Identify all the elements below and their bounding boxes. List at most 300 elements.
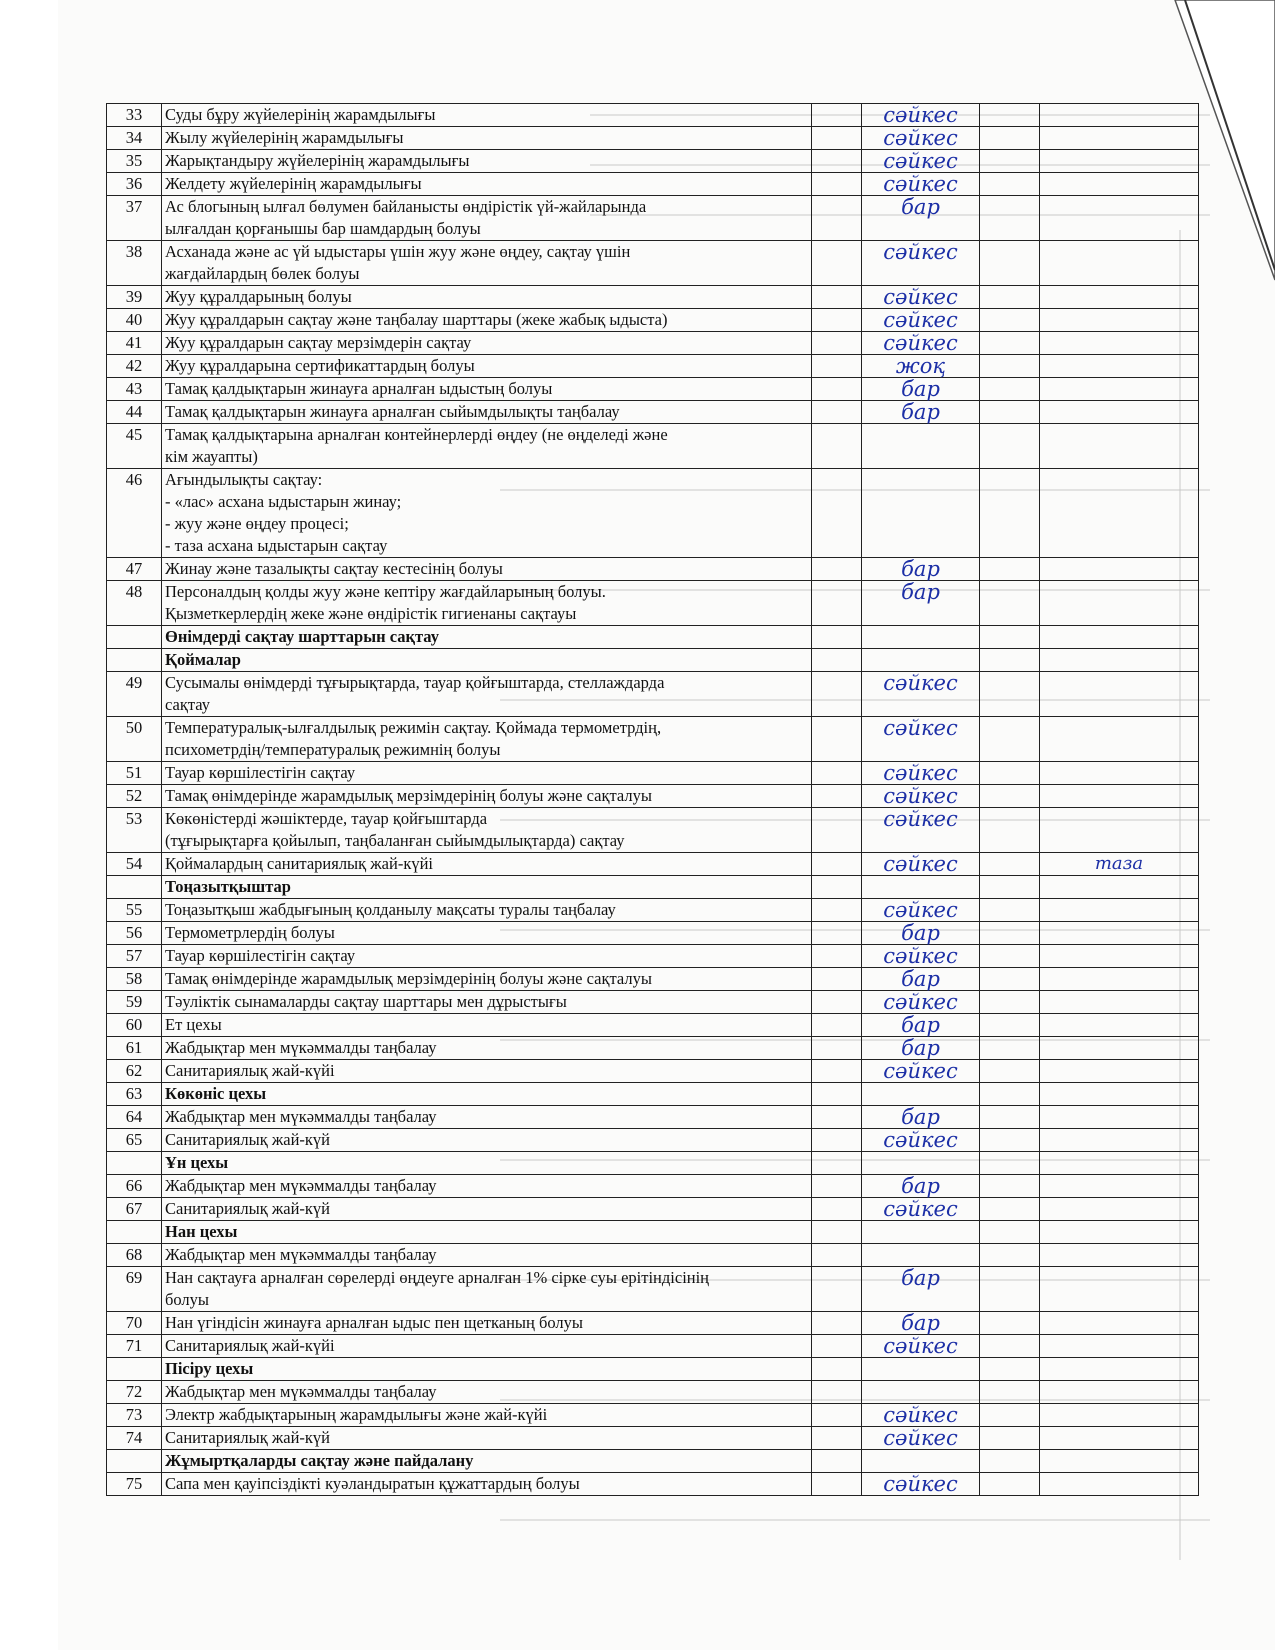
row-number: 57 — [107, 945, 162, 968]
table-row — [107, 401, 1199, 424]
row-number — [107, 1450, 162, 1473]
requirement-text — [162, 945, 812, 968]
requirement-line: Сусымалы өнімдерді тұғырықтарда, тауар қойғыштарда, стеллаждарда — [165, 673, 665, 692]
table-row — [107, 899, 1199, 922]
handwritten-mark: бар — [862, 378, 980, 401]
empty-cell — [980, 1473, 1040, 1496]
requirement-text — [162, 853, 812, 876]
empty-cell — [812, 1175, 862, 1198]
table-row — [107, 1381, 1199, 1404]
requirement-text — [162, 309, 812, 332]
row-number: 66 — [107, 1175, 162, 1198]
handwritten-note — [1040, 762, 1199, 785]
row-number: 35 — [107, 150, 162, 173]
requirement-line: Тамақ өнімдерінде жарамдылық мерзімдерінің болуы және сақталуы — [165, 969, 652, 988]
requirement-text — [162, 1473, 812, 1496]
empty-cell — [812, 1381, 862, 1404]
row-number: 47 — [107, 558, 162, 581]
handwritten-mark: сәйкес — [862, 1198, 980, 1221]
requirement-text — [162, 469, 812, 558]
handwritten-note — [1040, 1083, 1199, 1106]
row-number: 41 — [107, 332, 162, 355]
handwritten-note — [1040, 1267, 1199, 1312]
empty-cell — [812, 876, 862, 899]
requirement-text — [162, 785, 812, 808]
empty-cell — [812, 785, 862, 808]
handwritten-mark: бар — [862, 922, 980, 945]
table-row — [107, 332, 1199, 355]
handwritten-mark: сәйкес — [862, 1404, 980, 1427]
row-number: 39 — [107, 286, 162, 309]
row-number: 55 — [107, 899, 162, 922]
handwritten-mark: сәйкес — [862, 104, 980, 127]
requirement-text — [162, 1404, 812, 1427]
requirement-text — [162, 1335, 812, 1358]
empty-cell — [980, 104, 1040, 127]
handwritten-note — [1040, 378, 1199, 401]
empty-cell — [980, 717, 1040, 762]
empty-cell — [812, 1473, 862, 1496]
empty-cell — [980, 1152, 1040, 1175]
handwritten-note — [1040, 127, 1199, 150]
requirement-line: - «лас» асхана ыдыстарын жинау; — [165, 492, 402, 511]
handwritten-note — [1040, 626, 1199, 649]
requirement-line: Жуу құралдарын сақтау және таңбалау шарттары (жеке жабық ыдыста) — [165, 310, 668, 329]
requirement-text — [162, 876, 812, 899]
requirement-line: жағдайлардың бөлек болуы — [165, 264, 360, 283]
row-number: 51 — [107, 762, 162, 785]
empty-cell — [980, 899, 1040, 922]
empty-cell — [980, 286, 1040, 309]
handwritten-note — [1040, 424, 1199, 469]
empty-cell — [812, 1060, 862, 1083]
handwritten-note — [1040, 1037, 1199, 1060]
empty-cell — [812, 558, 862, 581]
requirement-text — [162, 1198, 812, 1221]
empty-cell — [812, 762, 862, 785]
requirement-line: Температуралық-ылғалдылық режимін сақтау. Қоймада термометрдің, — [165, 718, 662, 737]
requirement-text — [162, 1312, 812, 1335]
table-row — [107, 672, 1199, 717]
empty-cell — [812, 1129, 862, 1152]
empty-cell — [812, 309, 862, 332]
requirement-text — [162, 1221, 812, 1244]
empty-cell — [812, 104, 862, 127]
requirement-text — [162, 173, 812, 196]
section-row — [107, 1358, 1199, 1381]
requirement-line: Пісіру цехы — [165, 1359, 254, 1378]
table-row — [107, 1014, 1199, 1037]
requirement-line: Желдету жүйелерінің жарамдылығы — [165, 174, 422, 193]
handwritten-note — [1040, 1381, 1199, 1404]
requirement-line: Санитариялық жай-күйі — [165, 1061, 335, 1080]
table-row — [107, 581, 1199, 626]
table-row — [107, 196, 1199, 241]
table-row — [107, 558, 1199, 581]
empty-cell — [812, 1221, 862, 1244]
requirement-line: Жабдықтар мен мүкәммалды таңбалау — [165, 1176, 437, 1195]
empty-cell — [812, 150, 862, 173]
empty-cell — [980, 876, 1040, 899]
requirement-text — [162, 1129, 812, 1152]
requirement-line: болуы — [165, 1290, 209, 1309]
requirement-line: психометрдің/температуралық режимнің болуы — [165, 740, 501, 759]
checklist-table — [106, 103, 1199, 1496]
handwritten-note: таза — [1040, 853, 1199, 876]
empty-cell — [812, 1037, 862, 1060]
handwritten-mark — [862, 1083, 980, 1106]
table-row — [107, 286, 1199, 309]
handwritten-mark: бар — [862, 1312, 980, 1335]
row-number: 46 — [107, 469, 162, 558]
handwritten-mark: жоқ — [862, 355, 980, 378]
handwritten-mark: сәйкес — [862, 853, 980, 876]
table-row — [107, 309, 1199, 332]
requirement-text — [162, 672, 812, 717]
requirement-line: Санитариялық жай-күй — [165, 1130, 330, 1149]
handwritten-mark: бар — [862, 1106, 980, 1129]
handwritten-mark: бар — [862, 1014, 980, 1037]
row-number: 60 — [107, 1014, 162, 1037]
handwritten-note — [1040, 1106, 1199, 1129]
empty-cell — [980, 762, 1040, 785]
handwritten-note — [1040, 1198, 1199, 1221]
requirement-line: Көкөніс цехы — [165, 1084, 267, 1103]
row-number — [107, 649, 162, 672]
row-number: 43 — [107, 378, 162, 401]
empty-cell — [980, 1221, 1040, 1244]
row-number — [107, 1358, 162, 1381]
requirement-text — [162, 1175, 812, 1198]
requirement-text — [162, 1267, 812, 1312]
handwritten-note — [1040, 196, 1199, 241]
empty-cell — [980, 196, 1040, 241]
empty-cell — [812, 1014, 862, 1037]
empty-cell — [980, 1381, 1040, 1404]
row-number — [107, 876, 162, 899]
table-row — [107, 1060, 1199, 1083]
empty-cell — [980, 1129, 1040, 1152]
empty-cell — [812, 968, 862, 991]
requirement-line: Тамақ қалдықтарын жинауға арналған сыйымдылықты таңбалау — [165, 402, 620, 421]
empty-cell — [812, 286, 862, 309]
handwritten-mark — [862, 1221, 980, 1244]
empty-cell — [980, 558, 1040, 581]
handwritten-note — [1040, 649, 1199, 672]
row-number: 54 — [107, 853, 162, 876]
handwritten-mark: сәйкес — [862, 945, 980, 968]
empty-cell — [812, 1083, 862, 1106]
handwritten-mark — [862, 626, 980, 649]
handwritten-mark: сәйкес — [862, 1335, 980, 1358]
empty-cell — [980, 1060, 1040, 1083]
requirement-text — [162, 1060, 812, 1083]
requirement-text — [162, 808, 812, 853]
table-row — [107, 355, 1199, 378]
requirement-line: Жуу құралдарына сертификаттардың болуы — [165, 356, 475, 375]
requirement-line: Санитариялық жай-күй — [165, 1428, 330, 1447]
requirement-text — [162, 332, 812, 355]
requirement-line: Электр жабдықтарының жарамдылығы және жай-күйі — [165, 1405, 548, 1424]
handwritten-note — [1040, 401, 1199, 424]
empty-cell — [812, 401, 862, 424]
requirement-line: - таза асхана ыдыстарын сақтау — [165, 536, 388, 555]
table-row — [107, 1106, 1199, 1129]
requirement-line: Жабдықтар мен мүкәммалды таңбалау — [165, 1038, 437, 1057]
handwritten-note — [1040, 1060, 1199, 1083]
requirement-line: ылғалдан қорғанышы бар шамдардың болуы — [165, 219, 481, 238]
requirement-line: Персоналдың қолды жуу және кептіру жағдайларының болуы. — [165, 582, 606, 601]
empty-cell — [980, 424, 1040, 469]
handwritten-note — [1040, 1175, 1199, 1198]
requirement-line: Тоңазытқыш жабдығының қолданылу мақсаты туралы таңбалау — [165, 900, 616, 919]
requirement-text — [162, 1244, 812, 1267]
row-number: 72 — [107, 1381, 162, 1404]
empty-cell — [980, 309, 1040, 332]
requirement-line: Жуу құралдарын сақтау мерзімдерін сақтау — [165, 333, 472, 352]
requirement-line: - жуу және өңдеу процесі; — [165, 514, 349, 533]
table-row — [107, 127, 1199, 150]
empty-cell — [812, 1312, 862, 1335]
handwritten-mark — [862, 876, 980, 899]
empty-cell — [980, 241, 1040, 286]
requirement-line: Термометрлердің болуы — [165, 923, 335, 942]
row-number — [107, 626, 162, 649]
handwritten-note — [1040, 1427, 1199, 1450]
empty-cell — [812, 672, 862, 717]
empty-cell — [812, 469, 862, 558]
row-number: 61 — [107, 1037, 162, 1060]
empty-cell — [812, 899, 862, 922]
row-number: 53 — [107, 808, 162, 853]
requirement-text — [162, 424, 812, 469]
requirement-line: Жабдықтар мен мүкәммалды таңбалау — [165, 1382, 437, 1401]
table-row — [107, 785, 1199, 808]
table-row — [107, 1312, 1199, 1335]
row-number: 75 — [107, 1473, 162, 1496]
requirement-line: Ас блогының ылғал бөлумен байланысты өндірістік үй-жайларында — [165, 197, 647, 216]
row-number: 37 — [107, 196, 162, 241]
handwritten-mark: бар — [862, 401, 980, 424]
table-row — [107, 1175, 1199, 1198]
handwritten-note — [1040, 173, 1199, 196]
empty-cell — [812, 922, 862, 945]
table-row — [107, 991, 1199, 1014]
requirement-text — [162, 717, 812, 762]
handwritten-mark: сәйкес — [862, 672, 980, 717]
row-number: 48 — [107, 581, 162, 626]
empty-cell — [812, 1450, 862, 1473]
handwritten-mark: сәйкес — [862, 1427, 980, 1450]
requirement-line: Тауар көршілестігін сақтау — [165, 946, 356, 965]
table-row — [107, 1129, 1199, 1152]
handwritten-note — [1040, 876, 1199, 899]
handwritten-mark: сәйкес — [862, 808, 980, 853]
handwritten-mark: бар — [862, 968, 980, 991]
row-number: 63 — [107, 1083, 162, 1106]
handwritten-note — [1040, 1473, 1199, 1496]
empty-cell — [980, 1083, 1040, 1106]
handwritten-mark: сәйкес — [862, 309, 980, 332]
empty-cell — [812, 378, 862, 401]
handwritten-mark — [862, 1358, 980, 1381]
handwritten-mark — [862, 469, 980, 558]
empty-cell — [980, 922, 1040, 945]
requirement-line: Нан сақтауға арналған сөрелерді өңдеуге арналған 1% сірке суы ерітіндісінің — [165, 1268, 710, 1287]
empty-cell — [980, 649, 1040, 672]
table-row — [107, 173, 1199, 196]
table-row — [107, 1037, 1199, 1060]
requirement-line: Тамақ қалдықтарына арналған контейнерлерді өңдеу (не өңделеді және — [165, 425, 668, 444]
empty-cell — [980, 1267, 1040, 1312]
handwritten-mark — [862, 1244, 980, 1267]
table-row — [107, 1335, 1199, 1358]
handwritten-note — [1040, 922, 1199, 945]
empty-cell — [980, 173, 1040, 196]
handwritten-mark: бар — [862, 558, 980, 581]
empty-cell — [980, 1312, 1040, 1335]
requirement-line: Жабдықтар мен мүкәммалды таңбалау — [165, 1107, 437, 1126]
handwritten-note — [1040, 286, 1199, 309]
requirement-text — [162, 991, 812, 1014]
empty-cell — [980, 626, 1040, 649]
requirement-line: Жабдықтар мен мүкәммалды таңбалау — [165, 1245, 437, 1264]
empty-cell — [980, 945, 1040, 968]
checklist-body — [107, 104, 1199, 1496]
table-row — [107, 968, 1199, 991]
empty-cell — [812, 717, 862, 762]
empty-cell — [812, 808, 862, 853]
requirement-text — [162, 286, 812, 309]
table-row — [107, 150, 1199, 173]
handwritten-note — [1040, 968, 1199, 991]
handwritten-mark — [862, 1450, 980, 1473]
table-row — [107, 1427, 1199, 1450]
empty-cell — [980, 1198, 1040, 1221]
row-number: 56 — [107, 922, 162, 945]
handwritten-mark: бар — [862, 196, 980, 241]
scan-margin — [0, 0, 58, 1650]
empty-cell — [812, 1244, 862, 1267]
empty-cell — [812, 1427, 862, 1450]
requirement-text — [162, 241, 812, 286]
requirement-line: Ет цехы — [165, 1015, 222, 1034]
row-number: 64 — [107, 1106, 162, 1129]
requirement-line: (тұғырықтарға қойылып, таңбаланған сыйымдылықтарда) сақтау — [165, 831, 625, 850]
requirement-text — [162, 922, 812, 945]
handwritten-mark: бар — [862, 1267, 980, 1312]
handwritten-note — [1040, 241, 1199, 286]
handwritten-note — [1040, 150, 1199, 173]
row-number: 74 — [107, 1427, 162, 1450]
requirement-line: Тәуліктік сынамаларды сақтау шарттары мен дұрыстығы — [165, 992, 567, 1011]
row-number: 38 — [107, 241, 162, 286]
empty-cell — [812, 355, 862, 378]
handwritten-mark: бар — [862, 1037, 980, 1060]
handwritten-mark: сәйкес — [862, 899, 980, 922]
section-row — [107, 876, 1199, 899]
empty-cell — [980, 355, 1040, 378]
row-number — [107, 1221, 162, 1244]
table-row — [107, 424, 1199, 469]
requirement-text — [162, 1083, 812, 1106]
row-number: 50 — [107, 717, 162, 762]
requirement-text — [162, 1014, 812, 1037]
requirement-line: Суды бұру жүйелерінің жарамдылығы — [165, 105, 436, 124]
handwritten-mark: сәйкес — [862, 332, 980, 355]
section-row — [107, 626, 1199, 649]
empty-cell — [980, 968, 1040, 991]
table-row — [107, 945, 1199, 968]
empty-cell — [812, 1267, 862, 1312]
requirement-text — [162, 1358, 812, 1381]
empty-cell — [980, 1037, 1040, 1060]
row-number: 36 — [107, 173, 162, 196]
empty-cell — [812, 127, 862, 150]
empty-cell — [980, 785, 1040, 808]
table-row — [107, 1083, 1199, 1106]
requirement-line: Нан үгіндісін жинауға арналған ыдыс пен щетканың болуы — [165, 1313, 583, 1332]
empty-cell — [980, 127, 1040, 150]
empty-cell — [980, 1014, 1040, 1037]
empty-cell — [980, 1404, 1040, 1427]
section-row — [107, 1152, 1199, 1175]
table-row — [107, 808, 1199, 853]
handwritten-note — [1040, 104, 1199, 127]
requirement-text — [162, 196, 812, 241]
requirement-text — [162, 968, 812, 991]
table-row — [107, 1473, 1199, 1496]
requirement-text — [162, 1106, 812, 1129]
row-number: 49 — [107, 672, 162, 717]
requirement-line: Тамақ өнімдерінде жарамдылық мерзімдерінің болуы және сақталуы — [165, 786, 652, 805]
table-row — [107, 241, 1199, 286]
handwritten-mark: сәйкес — [862, 127, 980, 150]
handwritten-mark: сәйкес — [862, 717, 980, 762]
requirement-line: Жұмыртқаларды сақтау және пайдалану — [165, 1451, 474, 1470]
requirement-line: Санитариялық жай-күй — [165, 1199, 330, 1218]
requirement-line: Тоңазытқыштар — [165, 877, 291, 896]
empty-cell — [980, 1358, 1040, 1381]
row-number: 34 — [107, 127, 162, 150]
table-row — [107, 1404, 1199, 1427]
table-row — [107, 1198, 1199, 1221]
table-row — [107, 717, 1199, 762]
requirement-text — [162, 104, 812, 127]
handwritten-note — [1040, 309, 1199, 332]
row-number: 65 — [107, 1129, 162, 1152]
handwritten-mark: сәйкес — [862, 1060, 980, 1083]
row-number: 70 — [107, 1312, 162, 1335]
empty-cell — [980, 378, 1040, 401]
empty-cell — [812, 1198, 862, 1221]
empty-cell — [980, 401, 1040, 424]
empty-cell — [812, 196, 862, 241]
handwritten-note — [1040, 991, 1199, 1014]
requirement-line: кім жауапты) — [165, 447, 258, 466]
row-number: 62 — [107, 1060, 162, 1083]
handwritten-mark: сәйкес — [862, 1473, 980, 1496]
table-row — [107, 922, 1199, 945]
row-number: 71 — [107, 1335, 162, 1358]
row-number: 67 — [107, 1198, 162, 1221]
requirement-line: Ағындылықты сақтау: — [165, 470, 323, 489]
row-number — [107, 1152, 162, 1175]
handwritten-note — [1040, 1221, 1199, 1244]
requirement-line: Нан цехы — [165, 1222, 238, 1241]
section-row — [107, 1450, 1199, 1473]
requirement-text — [162, 150, 812, 173]
